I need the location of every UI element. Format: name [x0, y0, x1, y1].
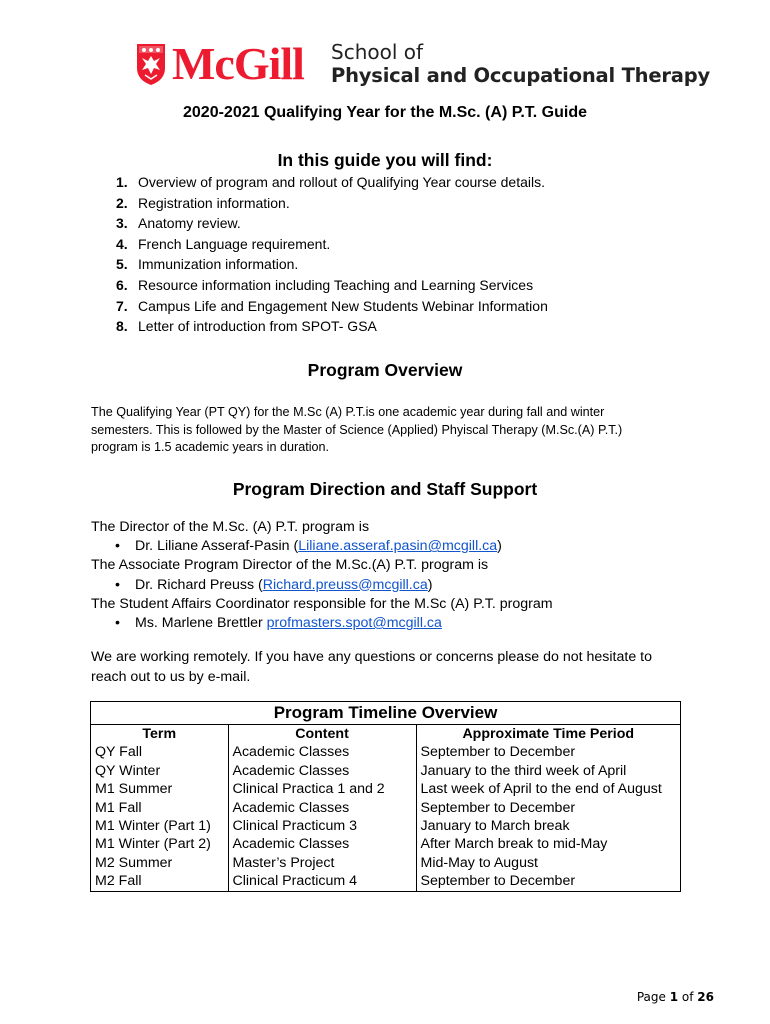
mcgill-logo — [136, 38, 304, 90]
paragraph-line: We are working remotely. If you have any questions or concerns please do not hesitate to — [91, 649, 652, 665]
column-header: Approximate Time Period — [462, 726, 635, 742]
period-cell: January to the third week of April — [420, 762, 627, 779]
table-row — [91, 817, 680, 835]
timeline-grid — [91, 725, 680, 891]
program-overview-paragraph — [91, 404, 622, 457]
table-row — [91, 780, 680, 798]
document-title: 2020-2021 Qualifying Year for the M.Sc. (A) P.T. Guide — [183, 104, 587, 121]
table-row — [91, 872, 680, 890]
bullet-icon: • — [115, 615, 120, 632]
table-row — [91, 762, 680, 780]
term-cell: M1 Winter (Part 1) — [95, 818, 211, 835]
associate-contact: • Dr. Richard Preuss (Richard.preuss@mcgill.ca) — [91, 576, 553, 595]
program-overview-heading: Program Overview — [307, 360, 463, 380]
staff-contacts — [91, 518, 553, 633]
coordinator-contact: • Ms. Marlene Brettler profmasters.spot@mcgill.ca — [91, 614, 553, 633]
director-email-link[interactable]: Liliane.asseraf.pasin@mcgill.ca — [298, 538, 498, 555]
column-header: Term — [142, 726, 177, 742]
content-cell: Clinical Practicum 3 — [228, 817, 416, 835]
page-number: Page 1 of 26 — [636, 990, 714, 1004]
paragraph-line: program is 1.5 academic years in duration. — [91, 440, 329, 454]
term-cell: QY Fall — [95, 744, 143, 761]
term-cell: M2 Fall — [95, 873, 142, 890]
term-cell: M1 Summer — [95, 781, 173, 798]
content-cell: Academic Classes — [228, 835, 416, 853]
content-cell: Academic Classes — [228, 743, 416, 761]
remote-work-note — [91, 648, 652, 687]
director-intro: The Director of the M.Sc. (A) P.T. program is — [91, 519, 370, 535]
table-row — [91, 799, 680, 817]
period-cell: September to December — [420, 873, 576, 890]
staff-support-heading: Program Direction and Staff Support — [232, 479, 538, 499]
content-cell: Academic Classes — [228, 762, 416, 780]
list-item: 3. Anatomy review. — [116, 215, 241, 232]
list-item: 6. Resource information including Teaching and Learning Services — [116, 276, 534, 293]
program-timeline-table — [90, 701, 681, 892]
content-cell: Clinical Practicum 4 — [228, 872, 416, 890]
period-cell: January to March break — [420, 818, 570, 835]
table-row — [91, 854, 680, 872]
table-header-row — [91, 725, 680, 743]
mcgill-crest-icon — [136, 42, 166, 86]
table-row — [91, 743, 680, 761]
director-contact: • Dr. Liliane Asseraf-Pasin (Liliane.asseraf.pasin@mcgill.ca) — [91, 537, 553, 556]
associate-intro: The Associate Program Director of the M.Sc.(A) P.T. program is — [91, 557, 489, 574]
content-cell: Master’s Project — [228, 854, 416, 872]
table-row — [91, 835, 680, 853]
list-item: 1. Overview of program and rollout of Qualifying Year course details. — [116, 174, 545, 190]
paragraph-line: reach out to us by e-mail. — [91, 668, 251, 685]
mcgill-wordmark: McGill — [172, 38, 304, 89]
period-cell: September to December — [420, 799, 576, 816]
paragraph-line: The Qualifying Year (PT QY) for the M.Sc (A) P.T.is one academic year during fall and winter — [91, 405, 605, 419]
list-item: 8. Letter of introduction from SPOT- GSA — [116, 318, 377, 335]
timeline-title: Program Timeline Overview — [91, 702, 680, 725]
paragraph-line: semesters. This is followed by the Master of Science (Applied) Phyiscal Therapy (M.Sc.(A) P.T.) — [91, 422, 623, 437]
period-cell: Last week of April to the end of August — [420, 781, 662, 798]
term-cell: M2 Summer — [95, 854, 173, 871]
period-cell: September to December — [420, 744, 576, 761]
term-cell: QY Winter — [95, 762, 161, 779]
term-cell: M1 Fall — [95, 799, 142, 816]
school-name-line1: School of — [331, 40, 424, 64]
term-cell: M1 Winter (Part 2) — [95, 836, 211, 853]
associate-email-link[interactable]: Richard.preuss@mcgill.ca — [262, 576, 428, 593]
guide-contents-list — [116, 172, 548, 337]
list-item: 5. Immunization information. — [116, 256, 299, 273]
content-cell: Clinical Practica 1 and 2 — [228, 780, 416, 798]
bullet-icon: • — [115, 576, 120, 593]
list-item: 7. Campus Life and Engagement New Students Webinar Information — [116, 297, 548, 314]
school-name — [331, 40, 710, 88]
bullet-icon: • — [115, 538, 120, 555]
guide-heading: In this guide you will find: — [277, 150, 493, 170]
coordinator-email-link[interactable]: profmasters.spot@mcgill.ca — [266, 615, 442, 632]
school-name-line2: Physical and Occupational Therapy — [331, 64, 711, 87]
coordinator-intro: The Student Affairs Coordinator responsible for the M.Sc (A) P.T. program — [91, 595, 553, 612]
period-cell: Mid-May to August — [420, 854, 538, 871]
period-cell: After March break to mid-May — [420, 836, 608, 853]
column-header: Content — [228, 725, 416, 743]
content-cell: Academic Classes — [228, 799, 416, 817]
list-item: 4. French Language requirement. — [116, 235, 331, 252]
list-item: 2. Registration information. — [116, 194, 290, 211]
